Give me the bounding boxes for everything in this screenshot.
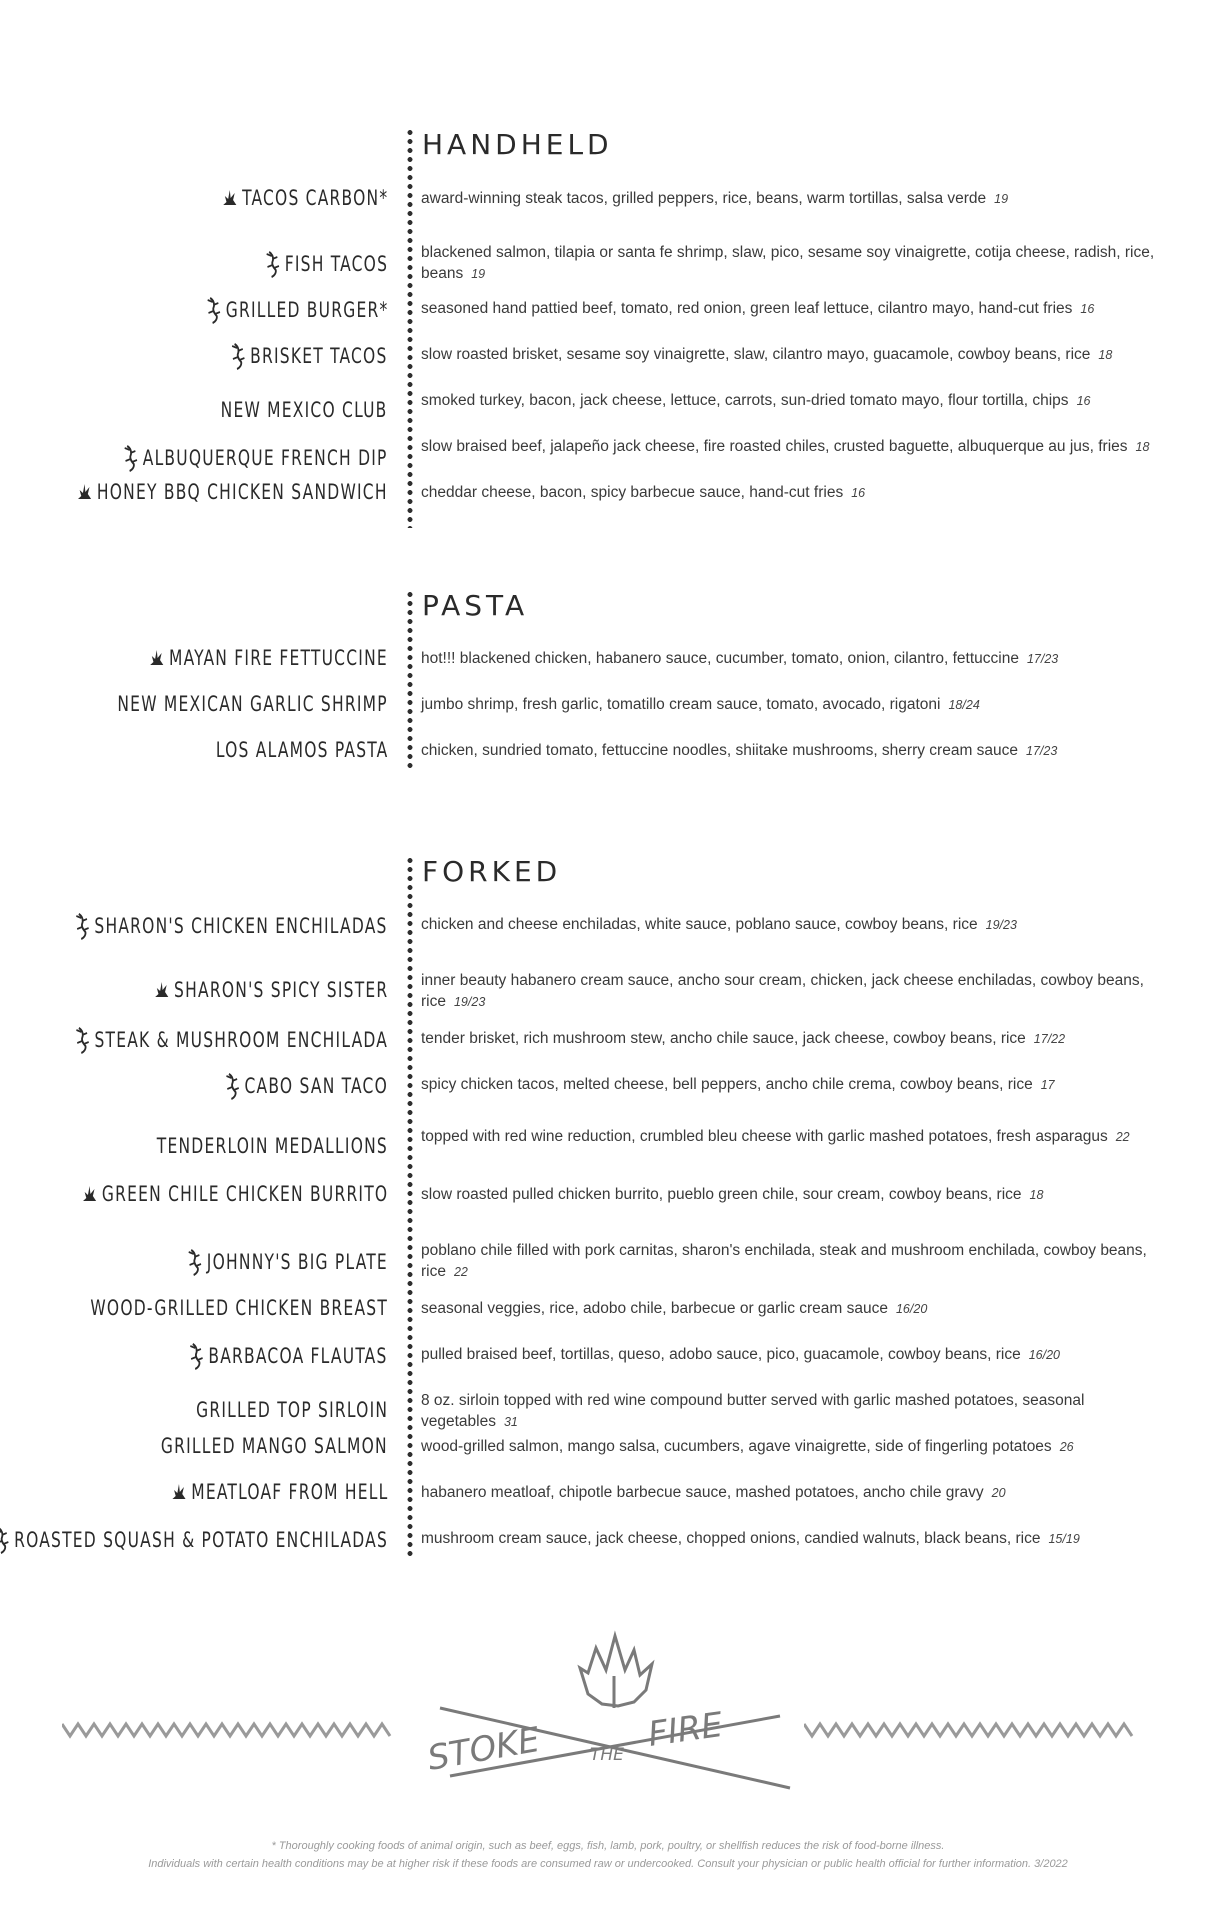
disclaimer-line-2: Individuals with certain health conditions may be at higher risk if these foods are consumed raw or undercooked. Consult your physician or public health official for further information. 3/2022 (148, 1858, 1068, 1870)
menu-item-description-text: hot!!! blackened chicken, habanero sauce, cucumber, tomato, onion, cilantro, fettuccine (421, 650, 1019, 667)
menu-item-description (421, 740, 1161, 762)
menu-item-description (421, 1028, 1161, 1050)
menu-item-description-text: topped with red wine reduction, crumbled bleu cheese with garlic mashed potatoes, fresh asparagus (421, 1128, 1108, 1145)
menu-item-price: 17/23 (1026, 652, 1059, 666)
menu-item-name (196, 1398, 388, 1422)
menu-item-name-text: FISH TACOS (284, 252, 388, 276)
menu-item-price: 18 (1135, 440, 1150, 454)
menu-item-description-text: chicken and cheese enchiladas, white sauce, poblano sauce, cowboy beans, rice (421, 916, 978, 933)
chile-icon (221, 188, 242, 208)
menu-item-price: 19 (471, 267, 486, 281)
menu-item-name (205, 296, 388, 324)
menu-item-description-text: inner beauty habanero cream sauce, ancho sour cream, chicken, jack cheese enchiladas, cowboy beans, rice (421, 972, 1144, 1010)
chile-icon (149, 648, 170, 668)
menu-item-price: 31 (503, 1415, 518, 1429)
menu-item-description (421, 1436, 1161, 1458)
dotted-divider (407, 856, 413, 1558)
menu-item-name (90, 1296, 388, 1320)
menu-item-description (421, 390, 1161, 412)
menu-item-price: 17/22 (1033, 1032, 1066, 1046)
menu-item-description (421, 1240, 1161, 1283)
lizard-icon (74, 1026, 95, 1054)
menu-item-description (421, 1126, 1161, 1148)
menu-item-description (421, 1528, 1161, 1550)
menu-item-description (421, 1074, 1161, 1096)
menu-item-description (421, 344, 1161, 366)
menu-item-description (421, 1298, 1161, 1320)
menu-item-price: 26 (1059, 1440, 1074, 1454)
menu-item-description-text: slow roasted brisket, sesame soy vinaigrette, slaw, cilantro mayo, guacamole, cowboy beans, rice (421, 346, 1091, 363)
menu-item-description-text: seasoned hand pattied beef, tomato, red onion, green leaf lettuce, cilantro mayo, hand-cut fries (421, 300, 1073, 317)
menu-item-name (230, 342, 388, 370)
menu-item-price: 19/23 (453, 995, 486, 1009)
menu-item-name (118, 692, 388, 716)
menu-item-description-text: 8 oz. sirloin topped with red wine compound butter served with garlic mashed potatoes, seasonal vegetables (421, 1392, 1085, 1430)
menu-item-description-text: slow braised beef, jalapeño jack cheese, fire roasted chiles, crusted baguette, albuquerque au jus, fries (421, 438, 1128, 455)
menu-item-name-text: HONEY BBQ CHICKEN SANDWICH (97, 480, 388, 504)
chile-icon (170, 1482, 191, 1502)
menu-item-name (221, 186, 388, 210)
zigzag-border-right (804, 1718, 1136, 1742)
menu-item-price: 20 (991, 1486, 1006, 1500)
menu-item-price: 16/20 (1028, 1348, 1060, 1362)
menu-item-name-text: SHARON'S CHICKEN ENCHILADAS (94, 914, 388, 938)
chile-icon (77, 482, 98, 502)
menu-item-description-text: award-winning steak tacos, grilled peppers, rice, beans, warm tortillas, salsa verde (421, 190, 987, 207)
menu-item-price: 18/24 (948, 698, 980, 712)
logo-text-the: THE (590, 1745, 624, 1765)
menu-item-description-text: spicy chicken tacos, melted cheese, bell peppers, ancho chile crema, cowboy beans, rice (421, 1076, 1033, 1093)
lizard-icon (224, 1072, 245, 1100)
lizard-icon (0, 1526, 14, 1554)
menu-item-description-text: cheddar cheese, bacon, spicy barbecue sauce, hand-cut fries (421, 484, 844, 501)
menu-item-description-text: blackened salmon, tilapia or santa fe shrimp, slaw, pico, sesame soy vinaigrette, cotija cheese, radish, rice, beans (421, 244, 1155, 282)
menu-item-name-text: BARBACOA FLAUTAS (208, 1344, 388, 1368)
lizard-icon (74, 912, 95, 940)
lizard-icon (188, 1342, 209, 1370)
menu-item-name (0, 1526, 388, 1554)
menu-item-price: 16/20 (895, 1302, 928, 1316)
menu-item-name (123, 444, 388, 472)
menu-item-description (421, 970, 1161, 1013)
menu-item-price: 18 (1098, 348, 1113, 362)
section-title: PASTA (422, 589, 529, 622)
menu-item-name-text: NEW MEXICO CLUB (221, 398, 388, 422)
logo-text-stoke: STOKE (424, 1719, 543, 1779)
section-title: FORKED (422, 855, 562, 888)
menu-item-name (224, 1072, 388, 1100)
menu-item-description (421, 648, 1161, 670)
menu-item-description-text: mushroom cream sauce, jack cheese, chopped onions, candied walnuts, black beans, rice (421, 1530, 1041, 1547)
menu-item-description-text: chicken, sundried tomato, fettuccine noodles, shiitake mushrooms, sherry cream sauce (421, 742, 1019, 759)
flame-logo-icon (420, 1628, 800, 1798)
menu-item-price: 15/19 (1048, 1532, 1080, 1546)
menu-item-name (170, 1480, 388, 1504)
lizard-icon (186, 1248, 207, 1276)
menu-item-name (74, 1026, 388, 1054)
menu-item-name-text: TENDERLOIN MEDALLIONS (156, 1134, 388, 1158)
menu-item-name-text: WOOD-GRILLED CHICKEN BREAST (90, 1296, 388, 1320)
dotted-divider (407, 590, 413, 768)
menu-item-description (421, 1184, 1161, 1206)
menu-item-price: 17/23 (1026, 744, 1058, 758)
menu-item-name-text: TACOS CARBON* (241, 186, 388, 210)
section-title: HANDHELD (422, 128, 613, 161)
menu-item-name (188, 1342, 388, 1370)
menu-item-description-text: jumbo shrimp, fresh garlic, tomatillo cream sauce, tomato, avocado, rigatoni (421, 696, 941, 713)
menu-item-name-text: MEATLOAF FROM HELL (190, 1480, 388, 1504)
logo-text-fire: FIRE (645, 1704, 726, 1755)
menu-item-description (421, 188, 1161, 210)
menu-item-name (161, 1434, 388, 1458)
menu-item-name-text: JOHNNY'S BIG PLATE (206, 1250, 388, 1274)
disclaimer-line-1: * Thoroughly cooking foods of animal origin, such as beef, eggs, fish, lamb, pork, poultry, or shellfish reduces the risk of food-borne illness. (271, 1840, 945, 1852)
menu-item-description-text: wood-grilled salmon, mango salsa, cucumbers, agave vinaigrette, side of fingerling potatoes (421, 1438, 1052, 1455)
menu-item-description-text: slow roasted pulled chicken burrito, pueblo green chile, sour cream, cowboy beans, rice (421, 1186, 1022, 1203)
menu-item-price: 22 (453, 1265, 468, 1279)
menu-item-name-text: CABO SAN TACO (244, 1074, 388, 1098)
menu-item-description-text: smoked turkey, bacon, jack cheese, lettuce, carrots, sun-dried tomato mayo, flour tortilla, chips (421, 392, 1069, 409)
menu-item-name (221, 398, 388, 422)
lizard-icon (230, 342, 251, 370)
menu-item-name (149, 646, 388, 670)
menu-item-description-text: tender brisket, rich mushroom stew, ancho chile sauce, jack cheese, cowboy beans, rice (421, 1030, 1026, 1047)
menu-item-description (421, 1390, 1161, 1433)
menu-item-description (421, 914, 1161, 936)
menu-item-name-text: GRILLED TOP SIRLOIN (195, 1398, 388, 1422)
menu-item-name-text: GREEN CHILE CHICKEN BURRITO (101, 1182, 388, 1206)
menu-item-name-text: NEW MEXICAN GARLIC SHRIMP (117, 692, 388, 716)
menu-item-price: 16 (851, 486, 866, 500)
menu-item-price: 18 (1029, 1188, 1044, 1202)
menu-item-price: 16 (1080, 302, 1095, 316)
menu-item-name (157, 1134, 388, 1158)
menu-item-name-text: SHARON'S SPICY SISTER (173, 978, 388, 1002)
menu-item-name-text: ALBUQUERQUE FRENCH DIP (143, 446, 388, 470)
menu-item-description (421, 1482, 1161, 1504)
menu-item-price: 19/23 (985, 918, 1017, 932)
menu-item-name (186, 1248, 388, 1276)
menu-item-name-text: GRILLED BURGER* (225, 298, 388, 322)
menu-item-name (74, 912, 388, 940)
menu-item-name (81, 1182, 388, 1206)
chile-icon (81, 1184, 102, 1204)
menu-item-name-text: STEAK & MUSHROOM ENCHILADA (94, 1028, 388, 1052)
menu-item-description-text: pulled braised beef, tortillas, queso, adobo sauce, pico, guacamole, cowboy beans, rice (421, 1346, 1021, 1363)
menu-item-description (421, 242, 1161, 285)
menu-item-name-text: MAYAN FIRE FETTUCCINE (169, 646, 388, 670)
lizard-icon (264, 250, 285, 278)
zigzag-border-left (62, 1718, 394, 1742)
menu-item-price: 17 (1040, 1078, 1055, 1092)
menu-item-name (153, 978, 388, 1002)
menu-item-description (421, 482, 1161, 504)
lizard-icon (205, 296, 226, 324)
menu-item-name (77, 480, 388, 504)
menu-item-price: 16 (1076, 394, 1091, 408)
lizard-icon (123, 444, 144, 472)
menu-item-name (264, 250, 388, 278)
menu-item-name-text: BRISKET TACOS (250, 344, 388, 368)
menu-item-description (421, 436, 1161, 458)
menu-item-description (421, 1344, 1161, 1366)
menu-item-description-text: habanero meatloaf, chipotle barbecue sauce, mashed potatoes, ancho chile gravy (421, 1484, 984, 1501)
menu-item-description (421, 298, 1161, 320)
menu-item-price: 19 (994, 192, 1009, 206)
stoke-the-fire-logo (420, 1628, 800, 1803)
menu-item-name-text: GRILLED MANGO SALMON (160, 1434, 388, 1458)
menu-item-description-text: seasonal veggies, rice, adobo chile, barbecue or garlic cream sauce (421, 1300, 888, 1317)
dotted-divider (407, 128, 413, 528)
chile-icon (153, 980, 174, 1000)
menu-item-name-text: ROASTED SQUASH & POTATO ENCHILADAS (14, 1528, 388, 1552)
menu-item-description-text: poblano chile filled with pork carnitas, sharon's enchilada, steak and mushroom enchilada, cowboy beans, rice (421, 1242, 1147, 1280)
menu-item-description (421, 694, 1161, 716)
menu-item-name-text: LOS ALAMOS PASTA (215, 738, 388, 762)
menu-item-name (215, 738, 388, 762)
menu-item-price: 22 (1115, 1130, 1130, 1144)
